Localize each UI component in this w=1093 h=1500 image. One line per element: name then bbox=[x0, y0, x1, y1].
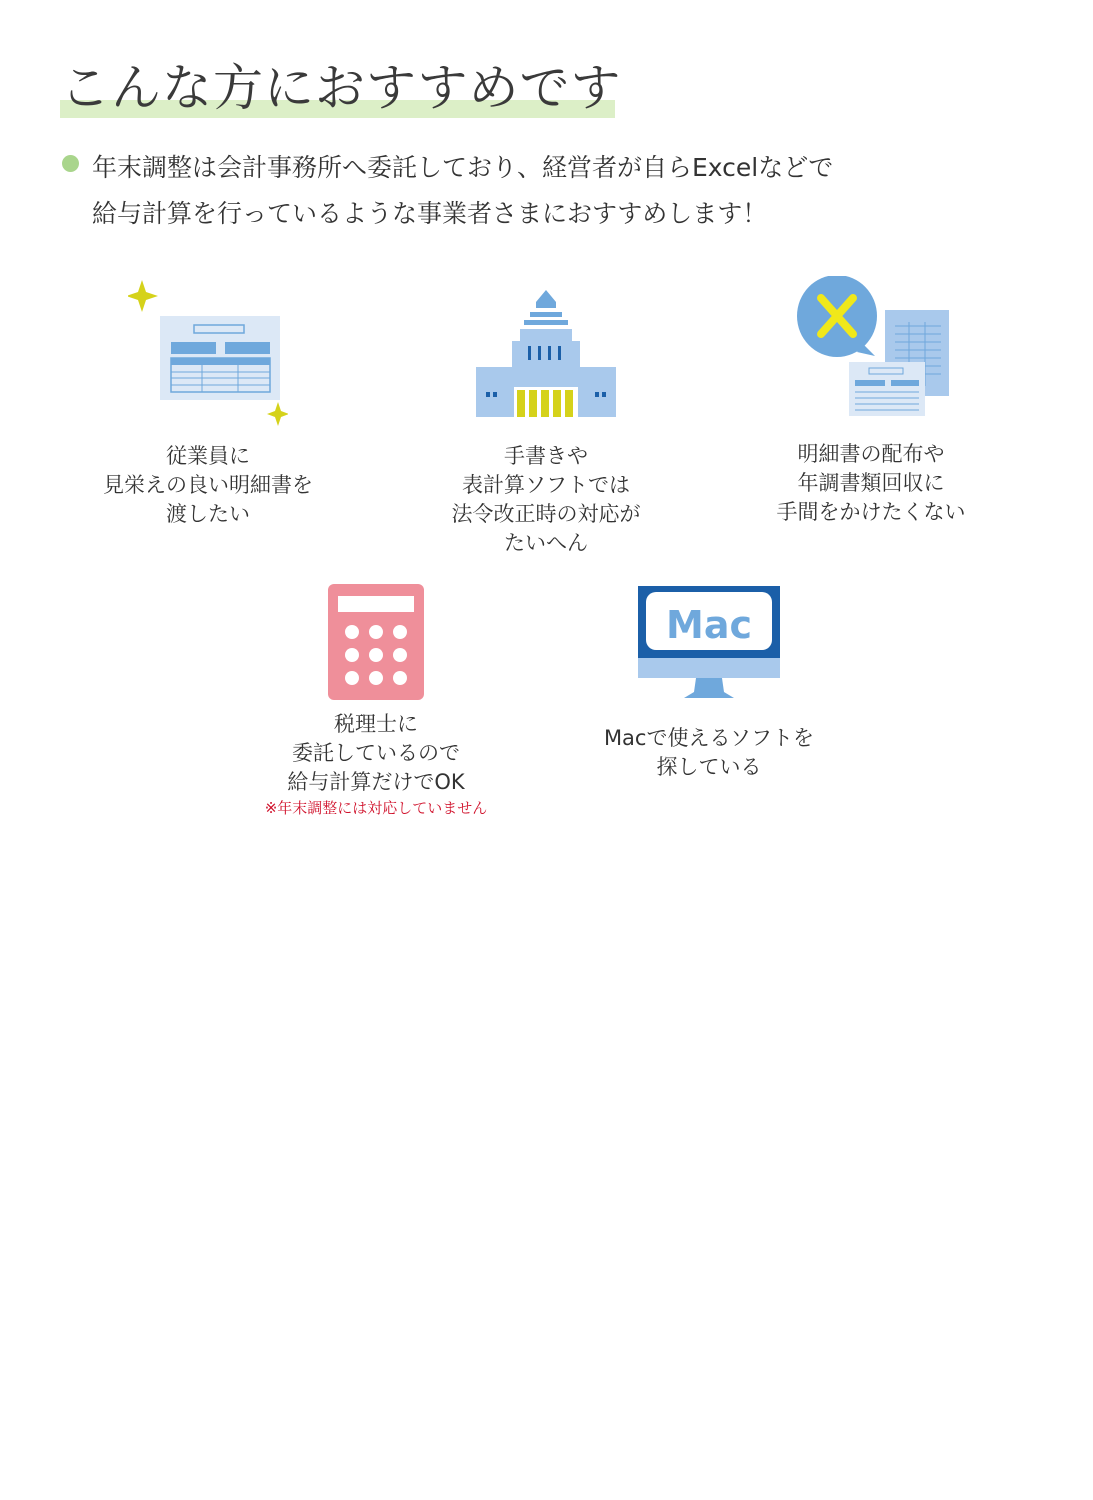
recommend-item-payroll-only bbox=[226, 584, 526, 819]
lead-line-2: 給与計算を行っているような事業者さまにおすすめします！ bbox=[92, 199, 768, 228]
item-label-line: 表計算ソフトでは bbox=[462, 473, 630, 497]
item-label-line: 税理士に bbox=[334, 712, 418, 736]
item-label-line: 手書きや bbox=[504, 444, 588, 468]
item-label-line: 探している bbox=[656, 755, 762, 779]
item-label-line: Macで使えるソフトを bbox=[603, 726, 815, 750]
item-label-line: 渡したい bbox=[166, 502, 250, 526]
calculator-icon bbox=[328, 584, 424, 700]
item-note: ※年末調整には対応していません bbox=[264, 799, 488, 817]
mac-screen-text: Mac bbox=[666, 603, 752, 647]
item-label-line: 給与計算だけでOK bbox=[287, 770, 465, 794]
diet-building-icon bbox=[476, 290, 616, 418]
item-label-line: 法令改正時の対応が bbox=[451, 502, 641, 526]
item-label-line: 年調書類回収に bbox=[797, 471, 945, 495]
recommend-item-law-revision bbox=[396, 290, 696, 558]
item-label-line: 見栄えの良い明細書を bbox=[103, 473, 313, 497]
item-label-line: 委託しているので bbox=[292, 741, 460, 765]
item-label-line: 従業員に bbox=[166, 444, 250, 468]
lead-text bbox=[92, 145, 833, 237]
recommend-item-distribution bbox=[721, 276, 1021, 527]
page-title: こんな方におすすめです bbox=[60, 59, 622, 117]
documents-cross-icon bbox=[791, 276, 951, 418]
heading-block bbox=[60, 56, 622, 120]
item-label-line: 手間をかけたくない bbox=[776, 500, 966, 524]
payslip-sparkle-icon bbox=[128, 278, 288, 428]
recommend-item-mac bbox=[559, 586, 859, 782]
lead-line-1: 年末調整は会計事務所へ委託しており、経営者が自らExcelなどで bbox=[92, 153, 834, 182]
mac-monitor-icon bbox=[638, 586, 780, 700]
bullet-dot bbox=[62, 155, 79, 172]
recommend-item-payslip bbox=[58, 278, 358, 529]
item-label-line: 明細書の配布や bbox=[797, 442, 945, 466]
item-label-line: たいへん bbox=[504, 531, 588, 555]
